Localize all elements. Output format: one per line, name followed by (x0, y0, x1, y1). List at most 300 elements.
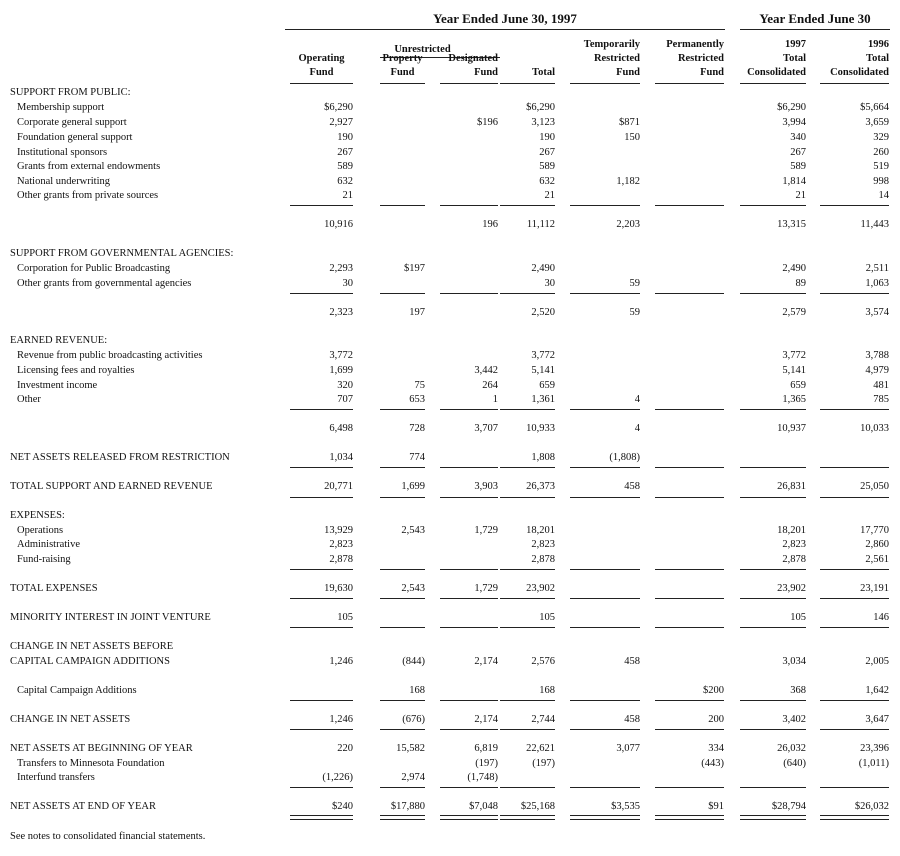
cell-c96: 11,443 (860, 219, 889, 230)
total-rule (500, 700, 555, 701)
total-rule (440, 598, 498, 599)
cell-op: 2,323 (329, 307, 353, 318)
cell-tot: 1,361 (531, 394, 555, 405)
total-rule (820, 409, 889, 410)
total-rule (290, 467, 353, 468)
total-rule (570, 787, 640, 788)
cell-tot: 10,933 (526, 423, 555, 434)
cell-prop: 653 (409, 394, 425, 405)
row-label: Operations (17, 525, 64, 536)
total-rule (655, 467, 724, 468)
table-row (0, 101, 900, 115)
column-header-perm: Restricted (677, 53, 724, 64)
cell-c97: 1,365 (782, 394, 806, 405)
cell-tot: 1,808 (531, 452, 555, 463)
cell-temp: 3,077 (616, 743, 640, 754)
column-header-c97: 1997 (785, 39, 806, 50)
table-row (0, 742, 900, 756)
grand-total-double-rule (655, 815, 724, 820)
total-rule (440, 293, 498, 294)
grand-total-double-rule (440, 815, 498, 820)
total-rule (740, 787, 806, 788)
table-row (0, 175, 900, 189)
row-label: CAPITAL CAMPAIGN ADDITIONS (10, 656, 170, 667)
total-rule (500, 787, 555, 788)
cell-temp: 4 (634, 394, 640, 405)
total-rule (740, 293, 806, 294)
row-label: SUPPORT FROM PUBLIC: (10, 87, 131, 98)
cell-op: 3,772 (329, 350, 353, 361)
cell-prop: 15,582 (396, 743, 425, 754)
cell-op: 190 (337, 132, 353, 143)
cell-op: 1,034 (329, 452, 353, 463)
total-rule (500, 467, 555, 468)
cell-c96: 3,647 (865, 714, 889, 725)
table-row (0, 218, 900, 232)
cell-tot: 18,201 (526, 525, 555, 536)
column-header-prop: Property (382, 53, 423, 64)
cell-c97: 267 (790, 147, 806, 158)
cell-tot: 5,141 (531, 365, 555, 376)
cell-c97: 23,902 (777, 583, 806, 594)
cell-op: 105 (337, 612, 353, 623)
table-row (0, 86, 900, 100)
cell-temp: 458 (624, 656, 640, 667)
cell-c97: 659 (790, 380, 806, 391)
column-header-rule (440, 83, 498, 84)
cell-c96: 2,005 (865, 656, 889, 667)
cell-c96: 23,191 (860, 583, 889, 594)
cell-c97: 2,579 (782, 307, 806, 318)
cell-c97: 89 (795, 278, 806, 289)
cell-op: (1,226) (322, 772, 353, 783)
cell-tot: 26,373 (526, 481, 555, 492)
cell-c96: 1,642 (865, 685, 889, 696)
table-row (0, 640, 900, 654)
row-label: CHANGE IN NET ASSETS BEFORE (10, 641, 174, 652)
row-label: TOTAL EXPENSES (10, 583, 98, 594)
row-label: Other grants from private sources (17, 190, 159, 201)
cell-des: (197) (475, 758, 498, 769)
cell-prop: 75 (414, 380, 425, 391)
cell-op: 10,916 (324, 219, 353, 230)
column-header-perm: Permanently (666, 39, 724, 50)
column-header-rule (290, 83, 353, 84)
total-rule (570, 205, 640, 206)
total-rule (380, 700, 425, 701)
cell-tot: 589 (539, 161, 555, 172)
cell-tot: 22,621 (526, 743, 555, 754)
cell-c97: 589 (790, 161, 806, 172)
table-row (0, 582, 900, 596)
total-rule (740, 409, 806, 410)
grand-total-double-rule (380, 815, 425, 820)
table-row (0, 800, 900, 814)
total-rule (570, 409, 640, 410)
cell-tot: 2,823 (531, 539, 555, 550)
row-label: Corporate general support (17, 117, 127, 128)
row-label: MINORITY INTEREST IN JOINT VENTURE (10, 612, 211, 623)
cell-des: 3,903 (474, 481, 498, 492)
row-label: Foundation general support (17, 132, 133, 143)
total-rule (380, 497, 425, 498)
cell-op: 320 (337, 380, 353, 391)
total-rule (380, 598, 425, 599)
total-rule (655, 205, 724, 206)
total-rule (380, 627, 425, 628)
cell-temp: 4 (634, 423, 640, 434)
table-row (0, 655, 900, 669)
cell-tot: 21 (544, 190, 555, 201)
table-row (0, 262, 900, 276)
total-rule (570, 729, 640, 730)
row-label: NET ASSETS RELEASED FROM RESTRICTION (10, 452, 230, 463)
total-rule (290, 700, 353, 701)
total-rule (290, 569, 353, 570)
table-row (0, 379, 900, 393)
row-label: Membership support (17, 102, 105, 113)
cell-op: 1,246 (329, 656, 353, 667)
row-label: Administrative (17, 539, 80, 550)
total-rule (820, 627, 889, 628)
group-rule-june30 (740, 29, 890, 30)
cell-c97: 2,823 (782, 539, 806, 550)
cell-c96: 785 (873, 394, 889, 405)
total-rule (290, 729, 353, 730)
cell-prop: $197 (404, 263, 425, 274)
column-header-rule (655, 83, 724, 84)
cell-c96: 481 (873, 380, 889, 391)
column-header-c96: Consolidated (830, 67, 889, 78)
total-rule (570, 467, 640, 468)
cell-tot: 23,902 (526, 583, 555, 594)
row-label: TOTAL SUPPORT AND EARNED REVENUE (10, 481, 213, 492)
group-title-1997: Year Ended June 30, 1997 (433, 11, 577, 26)
column-header-des: Fund (474, 67, 498, 78)
cell-c97: 340 (790, 132, 806, 143)
total-rule (655, 409, 724, 410)
total-rule (820, 598, 889, 599)
total-rule (500, 627, 555, 628)
row-label: Grants from external endowments (17, 161, 161, 172)
cell-des: 1 (492, 394, 498, 405)
column-header-prop: Fund (390, 67, 415, 78)
table-row (0, 509, 900, 523)
total-rule (655, 497, 724, 498)
cell-tot: 632 (539, 176, 555, 187)
table-row (0, 146, 900, 160)
cell-c97: $28,794 (771, 801, 806, 812)
cell-des: 3,442 (474, 365, 498, 376)
total-rule (655, 627, 724, 628)
column-header-rule (820, 83, 889, 84)
cell-temp: 2,203 (616, 219, 640, 230)
total-rule (290, 409, 353, 410)
cell-tot: 11,112 (526, 219, 555, 230)
table-row (0, 349, 900, 363)
row-label: Transfers to Minnesota Foundation (17, 758, 165, 769)
total-rule (500, 293, 555, 294)
total-rule (655, 787, 724, 788)
row-label: Investment income (17, 380, 98, 391)
total-rule (290, 627, 353, 628)
cell-c97: 105 (790, 612, 806, 623)
cell-op: 2,927 (329, 117, 353, 128)
total-rule (655, 700, 724, 701)
column-header-temp: Restricted (593, 53, 640, 64)
total-rule (820, 497, 889, 498)
row-label: CHANGE IN NET ASSETS (10, 714, 131, 725)
table-row (0, 131, 900, 145)
total-rule (440, 627, 498, 628)
cell-temp: (1,808) (609, 452, 640, 463)
row-label: Other (17, 394, 41, 405)
total-rule (380, 409, 425, 410)
cell-temp: 59 (629, 307, 640, 318)
table-row (0, 611, 900, 625)
cell-des: 1,729 (474, 583, 498, 594)
grand-total-double-rule (740, 815, 806, 820)
cell-des: $196 (477, 117, 498, 128)
table-row (0, 538, 900, 552)
cell-op: 30 (342, 278, 353, 289)
row-label: Interfund transfers (17, 772, 95, 783)
total-rule (570, 293, 640, 294)
total-rule (740, 205, 806, 206)
unrestricted-heading: Unrestricted (394, 44, 451, 55)
cell-c96: $26,032 (854, 801, 889, 812)
total-rule (440, 729, 498, 730)
cell-op: 589 (337, 161, 353, 172)
cell-c97: 26,831 (777, 481, 806, 492)
cell-tot: 3,123 (531, 117, 555, 128)
cell-c96: 10,033 (860, 423, 889, 434)
cell-tot: $25,168 (520, 801, 555, 812)
cell-tot: 30 (544, 278, 555, 289)
cell-c96: 3,659 (865, 117, 889, 128)
row-label: SUPPORT FROM GOVERNMENTAL AGENCIES: (10, 248, 234, 259)
column-header-c96: Total (866, 53, 889, 64)
column-header-tot: Total (532, 67, 555, 78)
table-row (0, 713, 900, 727)
cell-c97: 21 (795, 190, 806, 201)
total-rule (570, 598, 640, 599)
row-label: Revenue from public broadcasting activities (17, 350, 203, 361)
column-header-des: Designated (448, 53, 498, 64)
total-rule (440, 700, 498, 701)
cell-op: 2,878 (329, 554, 353, 565)
cell-temp: $3,535 (611, 801, 640, 812)
cell-tot: 190 (539, 132, 555, 143)
cell-op: 267 (337, 147, 353, 158)
cell-c96: 25,050 (860, 481, 889, 492)
cell-c96: 519 (873, 161, 889, 172)
total-rule (380, 787, 425, 788)
cell-op: 6,498 (329, 423, 353, 434)
group-rule-1997 (285, 29, 725, 30)
cell-op: $6,290 (324, 102, 353, 113)
total-rule (500, 409, 555, 410)
total-rule (570, 497, 640, 498)
cell-op: 1,699 (329, 365, 353, 376)
total-rule (740, 700, 806, 701)
cell-tot: $6,290 (526, 102, 555, 113)
total-rule (440, 205, 498, 206)
cell-c96: 17,770 (860, 525, 889, 536)
cell-tot: 105 (539, 612, 555, 623)
cell-temp: 59 (629, 278, 640, 289)
cell-op: 707 (337, 394, 353, 405)
cell-op: 20,771 (324, 481, 353, 492)
cell-op: 220 (337, 743, 353, 754)
cell-c96: (1,011) (858, 758, 889, 769)
column-header-c96: 1996 (868, 39, 889, 50)
cell-tot: 267 (539, 147, 555, 158)
cell-c97: 3,994 (782, 117, 806, 128)
row-label: NET ASSETS AT END OF YEAR (10, 801, 156, 812)
table-row (0, 160, 900, 174)
table-row (0, 334, 900, 348)
total-rule (380, 205, 425, 206)
row-label: National underwriting (17, 176, 111, 187)
cell-c96: 146 (873, 612, 889, 623)
total-rule (500, 569, 555, 570)
cell-c97: 3,772 (782, 350, 806, 361)
total-rule (440, 409, 498, 410)
total-rule (820, 700, 889, 701)
cell-op: 19,630 (324, 583, 353, 594)
row-label: Licensing fees and royalties (17, 365, 135, 376)
cell-perm: $200 (703, 685, 724, 696)
cell-prop: 2,543 (401, 525, 425, 536)
cell-tot: 2,878 (531, 554, 555, 565)
cell-temp: 150 (624, 132, 640, 143)
cell-temp: 458 (624, 714, 640, 725)
table-row (0, 306, 900, 320)
total-rule (500, 497, 555, 498)
cell-op: $240 (332, 801, 353, 812)
total-rule (570, 569, 640, 570)
row-label: Capital Campaign Additions (17, 685, 137, 696)
cell-prop: (676) (402, 714, 425, 725)
column-header-temp: Temporarily (583, 39, 640, 50)
cell-tot: 168 (539, 685, 555, 696)
cell-prop: 1,699 (401, 481, 425, 492)
cell-des: 2,174 (474, 714, 498, 725)
total-rule (655, 569, 724, 570)
table-row (0, 116, 900, 130)
cell-op: 13,929 (324, 525, 353, 536)
total-rule (380, 467, 425, 468)
column-header-c97: Consolidated (747, 67, 806, 78)
cell-prop: 197 (409, 307, 425, 318)
cell-op: 2,823 (329, 539, 353, 550)
total-rule (440, 569, 498, 570)
cell-c97: 1,814 (782, 176, 806, 187)
cell-c96: 998 (873, 176, 889, 187)
row-label: Institutional sponsors (17, 147, 108, 158)
total-rule (380, 293, 425, 294)
table-row (0, 247, 900, 261)
total-rule (740, 569, 806, 570)
table-row (0, 524, 900, 538)
table-row (0, 277, 900, 291)
cell-c96: 3,574 (865, 307, 889, 318)
grand-total-double-rule (290, 815, 353, 820)
total-rule (820, 205, 889, 206)
cell-prop: 728 (409, 423, 425, 434)
column-header-rule (740, 83, 806, 84)
cell-c96: 3,788 (865, 350, 889, 361)
table-row (0, 422, 900, 436)
total-rule (500, 729, 555, 730)
column-header-perm: Fund (700, 67, 724, 78)
table-row (0, 684, 900, 698)
cell-prop: 2,974 (401, 772, 425, 783)
cell-c96: 1,063 (865, 278, 889, 289)
cell-des: 6,819 (474, 743, 498, 754)
column-header-op: Operating (298, 53, 345, 64)
total-rule (290, 598, 353, 599)
total-rule (820, 467, 889, 468)
total-rule (290, 787, 353, 788)
cell-c96: 260 (873, 147, 889, 158)
cell-op: 632 (337, 176, 353, 187)
cell-c96: $5,664 (860, 102, 889, 113)
column-header-c97: Total (783, 53, 806, 64)
cell-perm: (443) (701, 758, 724, 769)
cell-c97: 10,937 (777, 423, 806, 434)
cell-prop: 2,543 (401, 583, 425, 594)
cell-c97: 2,878 (782, 554, 806, 565)
table-row (0, 393, 900, 407)
cell-op: 2,293 (329, 263, 353, 274)
grand-total-double-rule (570, 815, 640, 820)
cell-c96: 23,396 (860, 743, 889, 754)
cell-c96: 329 (873, 132, 889, 143)
table-row (0, 451, 900, 465)
cell-c96: 4,979 (865, 365, 889, 376)
grand-total-double-rule (500, 815, 555, 820)
cell-perm: 200 (708, 714, 724, 725)
cell-c97: 13,315 (777, 219, 806, 230)
total-rule (290, 293, 353, 294)
cell-temp: 1,182 (616, 176, 640, 187)
column-header-rule (500, 83, 555, 84)
total-rule (500, 598, 555, 599)
cell-c96: 2,860 (865, 539, 889, 550)
total-rule (570, 700, 640, 701)
total-rule (290, 205, 353, 206)
cell-perm: 334 (708, 743, 724, 754)
total-rule (380, 729, 425, 730)
total-rule (820, 293, 889, 294)
cell-c97: 26,032 (777, 743, 806, 754)
column-header-rule (570, 83, 640, 84)
total-rule (655, 293, 724, 294)
total-rule (740, 729, 806, 730)
total-rule (740, 467, 806, 468)
column-header-temp: Fund (616, 67, 640, 78)
cell-des: 3,707 (474, 423, 498, 434)
cell-des: 196 (482, 219, 498, 230)
cell-des: $7,048 (469, 801, 498, 812)
cell-tot: 2,576 (531, 656, 555, 667)
cell-des: 264 (482, 380, 498, 391)
footnote: See notes to consolidated financial statements. (10, 831, 206, 842)
total-rule (500, 205, 555, 206)
cell-prop: $17,880 (390, 801, 425, 812)
